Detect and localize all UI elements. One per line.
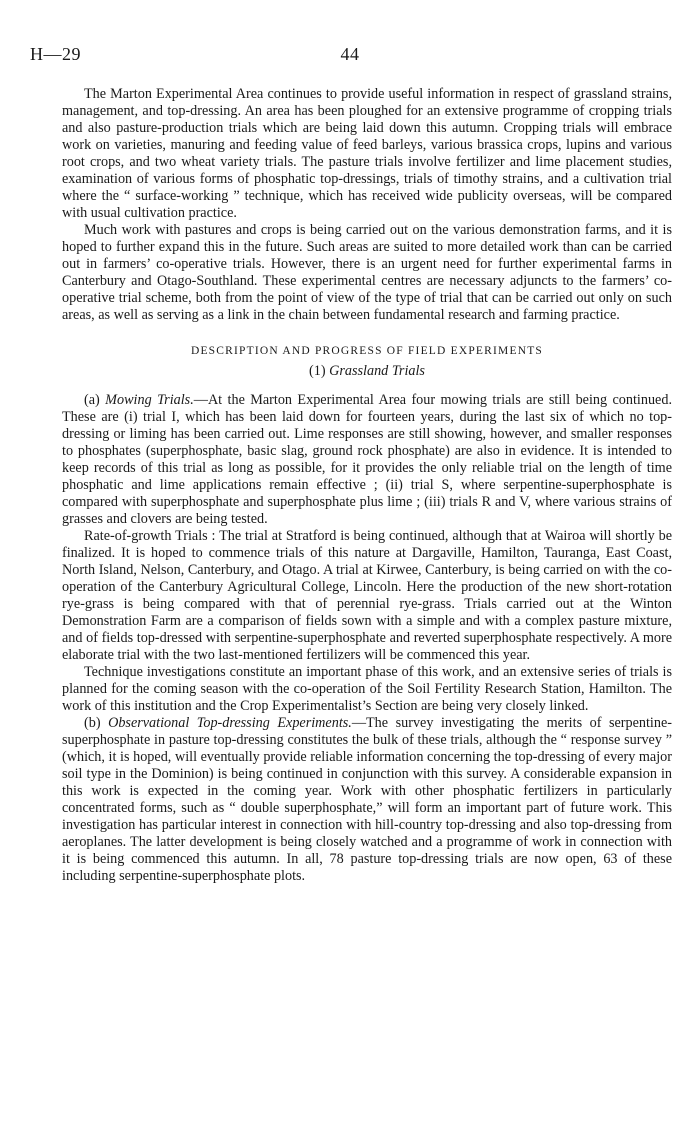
- paragraph-technique: [62, 664, 672, 715]
- paragraph-observational: [62, 715, 672, 885]
- subsection-heading: [62, 363, 672, 380]
- subsection-number: (1): [309, 363, 326, 379]
- run-in-heading: Mowing Trials.: [105, 392, 194, 408]
- paragraph-marton-area: The Marton Experimental Area continues to provide useful information in respect of grassland strains, management, and top-dressing. An area has been ploughed for an extensive programme of cropping trials and also pasture-production trials which are being laid down this autumn. Cropping trials will embrace work on varieties, manuring and feeding value of feed barleys, various brassica crops, lupins and various root crops, and two wheat variety trials. The pasture trials involve fertilizer and lime placement studies, examination of various forms of phosphatic top-dressings, trials of timothy strains, and a cultivation trial where the “ surface-working ” technique, which has received wide publicity overseas, will be compared with usual cultivation practice.: [62, 86, 672, 221]
- run-in-heading: Observational Top-dressing Experiments.: [108, 715, 352, 731]
- paragraph-text: Rate-of-growth Trials : The trial at Stratford is being continued, although that at Wairoa will shortly be finalized. It is hoped to commence trials of this nature at Dargaville, Hamilton, Tauranga, East Coast, North Island, Nelson, Canterbury, and Otago. A trial at Kirwee, Canterbury, is being carried on with the co-operation of the Canterbury Agricultural College, Lincoln. Here the production of the new short-rotation rye-grass is being compared with that of perennial rye-grass. Trials carried out at the Winton Demonstration Farm are a comparison of fields sown with a simple and with a complex pasture mixture, and of fields top-dressed with serpentine-superphosphate and reverted superphosphate respectively. A more elaborate trial with the two last-mentioned fertilizers will be commenced this year.: [62, 528, 672, 663]
- page-number: 44: [340, 44, 360, 64]
- section-heading: DESCRIPTION AND PROGRESS OF FIELD EXPERIMENTS: [190, 345, 544, 357]
- paragraph-rate-of-growth: [62, 528, 672, 664]
- paragraph-text: —At the Marton Experimental Area four mowing trials are still being continued. These are (i) trial I, which has been laid down for fourteen years, during the last six of which no top-dressing or liming has been carried out. Lime responses are still showing, however, and smaller responses to phosphates (superphosphate, basic slag, ground rock phosphate) are also in evidence. It is intended to keep records of this trial as long as possible, for it provides the only reliable trial on the length of time phosphatic and lime applications remain effective ; (ii) trial S, where serpentine-superphosphate is compared with superphosphate and superphosphate plus lime ; (iii) trials R and V, where various strains of grasses and clovers are being tested.: [62, 392, 672, 527]
- paragraph-text: —The survey investigating the merits of serpentine-superphosphate in pasture top-dressing constitutes the bulk of these trials, although the “ response survey ” (which, it is hoped, will eventually provide reliable information concerning the top-dressing of every major soil type in the Dominion) is being continued in conjunction with this survey. A considerable expansion in this work is expected in the coming year. Work with other phosphatic fertilizers in particularly concentrated forms, such as “ double superphosphate,” will form an important part of future work. This investigation has particular interest in connection with hill-country top-dressing and also top-dressing from aeroplanes. The latter development is being closely watched and a programme of work in connection with it is being commenced this autumn. In all, 78 pasture top-dressing trials are now open, 63 of these including serpentine-superphosphate plots.: [62, 715, 672, 884]
- paragraph-label: (a): [84, 392, 106, 408]
- subsection-title: Grassland Trials: [329, 363, 425, 379]
- paragraph-demonstration-farms: Much work with pastures and crops is being carried out on the various demonstration farms, and it is hoped to further expand this in the future. Such areas are suited to more detailed work than can be carried out in farmers’ co-operative trials. However, there is an urgent need for further experimental farms in Canterbury and Otago-Southland. These experimental centres are necessary adjuncts to the farmers’ co-operative trial scheme, both from the point of view of the type of trial that can be carried out only on such areas, as well as serving as a link in the chain between fundamental research and farming practice.: [62, 222, 672, 323]
- document-reference: H—29: [30, 44, 81, 64]
- page-header: [30, 44, 670, 68]
- paragraph-label: (b): [84, 715, 109, 731]
- paragraph-mowing-trials: [62, 392, 672, 528]
- paragraph-text: Technique investigations constitute an important phase of this work, and an extensive series of trials is planned for the coming season with the co-operation of the Soil Fertility Research Station, Hamilton. The work of this institution and the Crop Experimentalist’s Section are being very closely linked.: [62, 664, 672, 714]
- body-text: [62, 86, 672, 885]
